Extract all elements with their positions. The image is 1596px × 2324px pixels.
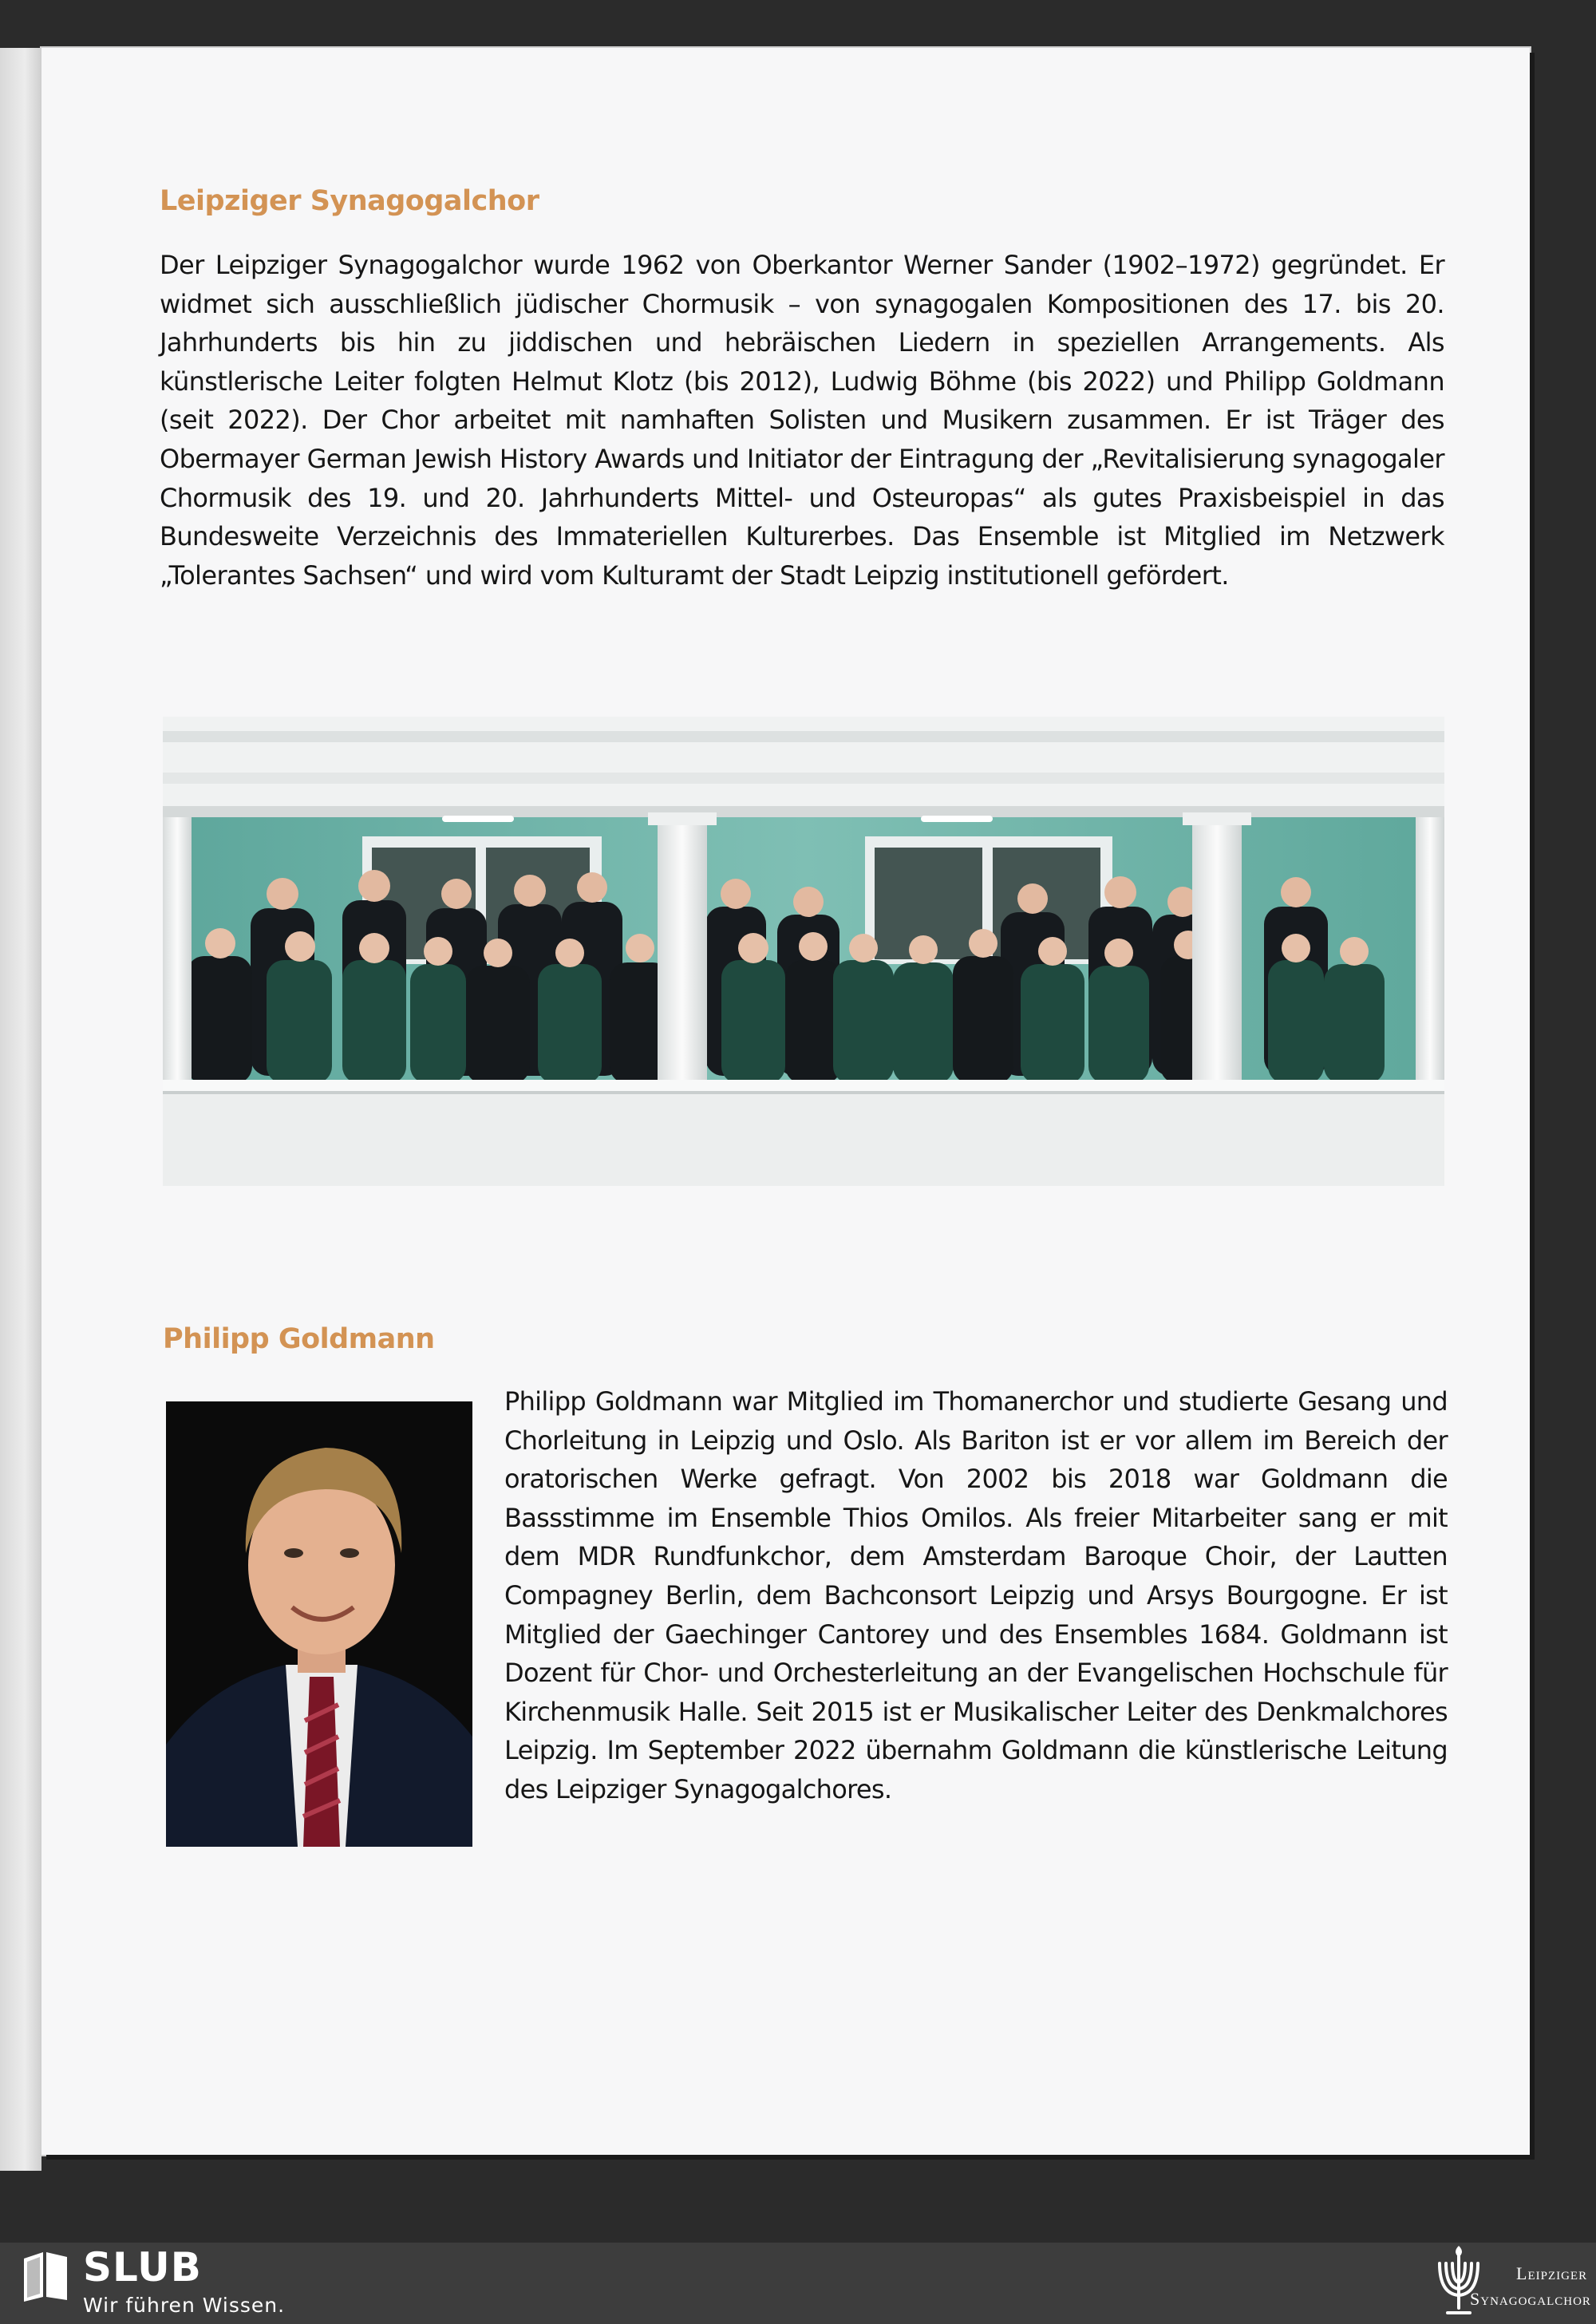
section-title-goldmann: Philipp Goldmann bbox=[163, 1323, 435, 1355]
scan-background-left bbox=[0, 48, 41, 2171]
brochure-page bbox=[41, 48, 1530, 2155]
slub-logo-text[interactable]: SLUB bbox=[83, 2244, 202, 2290]
choir-logo-line2: Synagogalchor bbox=[1470, 2289, 1591, 2309]
section-title-choir: Leipziger Synagogalchor bbox=[160, 185, 539, 217]
goldmann-portrait-photo bbox=[166, 1401, 472, 1847]
choir-logo-line1: Leipziger bbox=[1516, 2263, 1588, 2283]
choir-group-photo bbox=[163, 717, 1444, 1186]
slub-tagline: Wir führen Wissen. bbox=[83, 2294, 286, 2317]
book-icon[interactable] bbox=[19, 2249, 72, 2308]
goldmann-biography: Philipp Goldmann war Mitglied im Thomanerchor und studierte Gesang und Chorleitung in Leipzig und Oslo. Als Bariton ist er vor allem im Bereich der oratorischen Werke gefragt. Von 2002 bis 2018 war Goldmann die Bassstimme im Ensemble Thios Omilos. Als freier Mitarbeiter sang er mit dem MDR Rundfunkchor, dem Amsterdam Baroque Choir, der Lautten Compagney Berlin, dem Bachconsort Leipzig und Arsys Bourgogne. Er ist Mitglied der Gaechinger Cantorey und des Ensembles 1684. Goldmann ist Dozent für Chor- und Orchesterleitung an der Evangelischen Hochschule für Kirchenmusik Halle. Seit 2015 ist er Musikalischer Leiter des Denkmalchores Leipzig. Im September 2022 übernahm Goldmann die künstlerische Leitung des Leipziger Synagogalchores. bbox=[504, 1386, 1448, 1804]
choir-description: Der Leipziger Synagogalchor wurde 1962 von Oberkantor Werner Sander (1902–1972) gegründet. Er widmet sich ausschließlich jüdischer Chormusik – von synagogalen Kompositionen des 17. bis 20. Jahrhunderts bis hin zu jiddischen und hebräischen Liedern in speziellen Arrangements. Als künstlerische Leiter folgten Helmut Klotz (bis 2012), Ludwig Böhme (bis 2022) und Philipp Goldmann (seit 2022). Der Chor arbeitet mit namhaften Solisten und Musikern zusammen. Er ist Träger des Obermayer German Jewish History Awards und Initiator der Eintragung der „Revitalisierung synagogaler Chormusik des 19. und 20. Jahrhunderts Mittel- und Osteuropas“ als gutes Praxisbeispiel in das Bundesweite Verzeichnis des Immateriellen Kulturerbes. Das Ensemble ist Mitglied im Netzwerk „Tolerantes Sachsen“ und wird vom Kulturamt der Stadt Leipzig institutionell gefördert. bbox=[160, 250, 1444, 591]
